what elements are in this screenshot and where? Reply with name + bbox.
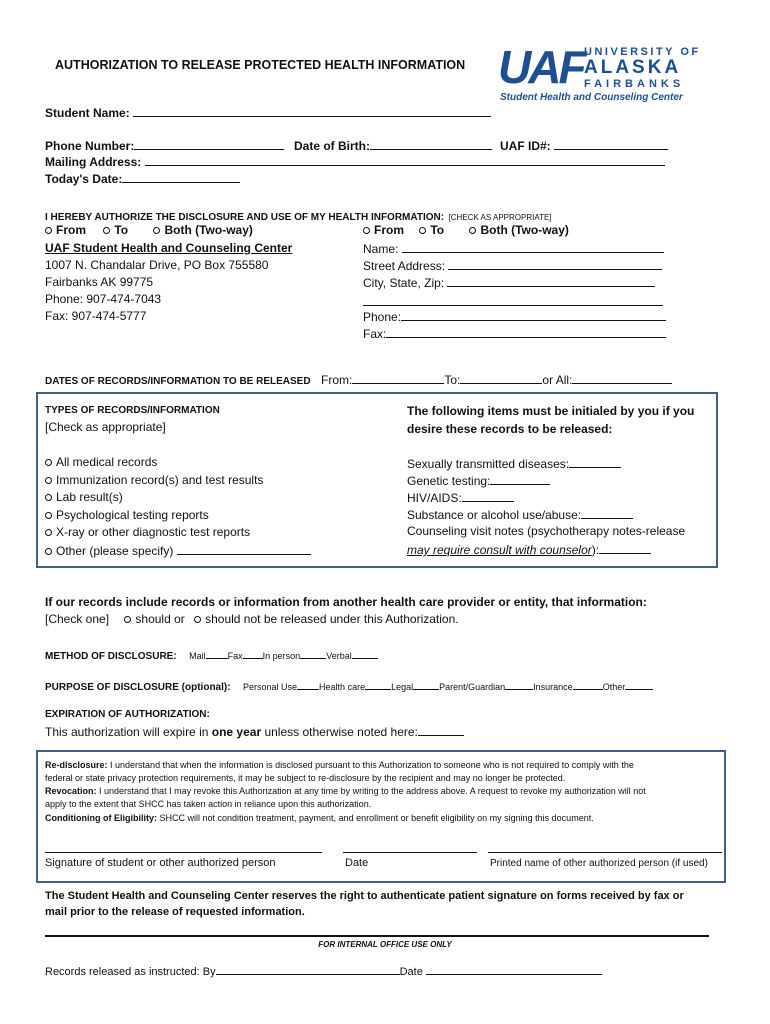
phone-label: Phone Number: xyxy=(45,139,135,153)
types-item[interactable] xyxy=(45,473,311,491)
dates-all-label: or All: xyxy=(542,373,573,387)
initial-item-label: Sexually transmitted diseases: xyxy=(407,457,570,471)
initial-heading2: desire these records to be released: xyxy=(407,422,613,436)
recipient-extra-line[interactable] xyxy=(363,305,663,306)
types-item[interactable] xyxy=(45,455,311,473)
released-by-label: Records released as instructed: By xyxy=(45,966,216,978)
types-item[interactable] xyxy=(45,543,311,561)
mailing-field[interactable] xyxy=(45,154,665,169)
initial-list xyxy=(407,456,685,541)
conditioning-body: SHCC will not condition treatment, payment, and enrollment or benefit eligibility on my signing this document. xyxy=(156,813,594,823)
recipient-both-label: Both (Two-way) xyxy=(480,223,569,237)
phone-field[interactable] xyxy=(45,138,284,153)
revocation-text2: apply to the extent that SHCC has taken action in reliance upon this authorization. xyxy=(45,799,372,809)
revocation-text1 xyxy=(45,786,646,796)
from-radio[interactable] xyxy=(45,227,52,234)
other-provider-heading: If our records include records or information from another health care provider or entity, that information: xyxy=(45,595,647,609)
dates-row xyxy=(45,371,672,389)
should-not-radio[interactable] xyxy=(194,616,201,623)
recipient-to-label: To xyxy=(430,223,445,237)
both-label: Both (Two-way) xyxy=(164,223,253,237)
printed-name-line[interactable] xyxy=(488,852,722,853)
uaf-id-label: UAF ID#: xyxy=(500,139,551,153)
dates-from-input[interactable] xyxy=(352,372,444,384)
initial-item-label: Genetic testing: xyxy=(407,474,491,488)
should-not-label: should not be released under this Authorization. xyxy=(205,612,459,626)
logo-line3: FAIRBANKS xyxy=(584,78,685,90)
to-label: To xyxy=(114,223,129,237)
method-option-input[interactable] xyxy=(206,649,228,659)
initial-last-suffix: ): xyxy=(591,543,600,557)
method-option-label: Fax xyxy=(227,651,243,661)
dob-field[interactable] xyxy=(294,138,492,153)
internal-divider xyxy=(45,935,709,937)
logo-line1: UNIVERSITY OF xyxy=(584,46,701,58)
page-title: AUTHORIZATION TO RELEASE PROTECTED HEALTH INFORMATION xyxy=(55,58,466,72)
types-item[interactable] xyxy=(45,525,311,543)
purpose-option-input[interactable] xyxy=(413,680,439,690)
recipient-city-label: City, State, Zip: xyxy=(363,276,445,290)
initial-item[interactable] xyxy=(407,524,685,541)
dates-from-label: From: xyxy=(321,373,353,387)
recipient-fax-field[interactable] xyxy=(363,326,666,341)
released-date-label: Date xyxy=(399,966,423,978)
shcc-org: UAF Student Health and Counseling Center xyxy=(45,241,293,255)
expiration-bold: one year xyxy=(211,725,262,739)
logo-mark: UAF xyxy=(498,41,584,93)
method-option-input[interactable] xyxy=(300,649,326,659)
method-option-input[interactable] xyxy=(243,649,263,659)
types-item-checkbox[interactable] xyxy=(45,477,52,484)
from-label: From xyxy=(56,223,86,237)
types-item-checkbox[interactable] xyxy=(45,512,52,519)
logo-line2: ALASKA xyxy=(584,57,682,78)
redisclosure-text2: federal or state privacy protection requirements, it may be subject to re-disclosure by the recipient and may no longer be protected. xyxy=(45,773,566,783)
method-option-label: Verbal xyxy=(326,651,352,661)
revocation-label: Revocation: xyxy=(45,786,97,796)
dates-to-input[interactable] xyxy=(460,372,542,384)
initial-last-text: may require consult with counselor xyxy=(407,543,592,557)
other-provider-check: [Check one] xyxy=(45,612,110,626)
initial-item-label: Counseling visit notes (psychotherapy notes-release xyxy=(407,524,686,538)
purpose-option-label: Health care xyxy=(319,682,366,692)
recipient-city-field[interactable] xyxy=(363,275,655,290)
shcc-address1: 1007 N. Chandalar Drive, PO Box 755580 xyxy=(45,258,269,272)
dob-label: Date of Birth: xyxy=(294,139,370,153)
initial-item-label: HIV/AIDS: xyxy=(407,491,462,505)
initial-last[interactable] xyxy=(407,542,651,557)
redisclosure-label: Re-disclosure: xyxy=(45,760,108,770)
purpose-row xyxy=(45,677,653,695)
should-label: should or xyxy=(135,612,185,626)
today-date-label: Today's Date: xyxy=(45,172,123,186)
recipient-phone-label: Phone: xyxy=(363,310,402,324)
initial-item-input[interactable] xyxy=(490,473,550,485)
types-item-label: Immunization record(s) and test results xyxy=(56,472,264,487)
types-sub: [Check as appropriate] xyxy=(45,420,166,434)
printed-name-caption: Printed name of other authorized person (if used) xyxy=(490,858,708,869)
recipient-from-radio[interactable] xyxy=(363,227,370,234)
left-direction-options xyxy=(45,223,253,237)
initial-item-input[interactable] xyxy=(569,456,621,468)
initial-item-input[interactable] xyxy=(581,507,633,519)
expiration-text[interactable] xyxy=(45,724,464,739)
recipient-from-label: From xyxy=(374,223,404,237)
types-list xyxy=(45,455,311,560)
redisclosure-body1: I understand that when the information is disclosed pursuant to this Authorization to someone who is not required to comply with the xyxy=(107,760,634,770)
purpose-option-input[interactable] xyxy=(625,680,653,690)
types-item-label: Lab result(s) xyxy=(56,490,123,504)
recipient-to-radio[interactable] xyxy=(419,227,426,234)
redisclosure-text1 xyxy=(45,760,634,770)
method-option-label: In person xyxy=(262,651,301,661)
initial-item-input[interactable] xyxy=(462,490,514,502)
mailing-label: Mailing Address: xyxy=(45,155,142,169)
initial-item-label: Substance or alcohol use/abuse: xyxy=(407,508,582,522)
types-item[interactable] xyxy=(45,508,311,526)
types-item-label: Other (please specify) xyxy=(56,543,174,558)
recipient-fax-label: Fax: xyxy=(363,327,387,341)
recipient-name-field[interactable] xyxy=(363,241,664,256)
types-item-checkbox[interactable] xyxy=(45,459,52,466)
expiration-post: unless otherwise noted here: xyxy=(261,725,418,739)
records-released-row[interactable] xyxy=(45,963,602,978)
initial-item[interactable] xyxy=(407,473,685,490)
date-line[interactable] xyxy=(343,852,477,853)
dates-all-input[interactable] xyxy=(572,372,672,384)
conditioning-label: Conditioning of Eligibility: xyxy=(45,813,157,823)
method-row xyxy=(45,646,378,664)
types-item-checkbox[interactable] xyxy=(45,529,52,536)
purpose-option-label: Parent/Guardian xyxy=(439,682,506,692)
recipient-both-radio[interactable] xyxy=(469,227,476,234)
types-item-checkbox[interactable] xyxy=(45,548,52,555)
internal-label: FOR INTERNAL OFFICE USE ONLY xyxy=(318,940,452,949)
recipient-street-field[interactable] xyxy=(363,258,662,273)
types-heading: TYPES OF RECORDS/INFORMATION xyxy=(45,405,220,416)
method-option-label: Mail xyxy=(189,651,206,661)
recipient-street-label: Street Address: xyxy=(363,259,446,273)
expiration-label: EXPIRATION OF AUTHORIZATION: xyxy=(45,709,210,720)
shcc-phone: Phone: 907-474-7043 xyxy=(45,292,162,306)
recipient-phone-field[interactable] xyxy=(363,309,666,324)
authorize-heading-text: I HEREBY AUTHORIZE THE DISCLOSURE AND USE OF MY HEALTH INFORMATION: xyxy=(45,212,445,223)
purpose-option-input[interactable] xyxy=(365,680,391,690)
purpose-option-input[interactable] xyxy=(573,680,603,690)
types-item-checkbox[interactable] xyxy=(45,494,52,501)
initial-item[interactable] xyxy=(407,490,685,507)
recipient-name-label: Name: xyxy=(363,242,399,256)
expiration-pre: This authorization will expire in xyxy=(45,725,212,739)
dates-to-label: To: xyxy=(444,373,461,387)
method-label: METHOD OF DISCLOSURE: xyxy=(45,651,177,662)
purpose-option-label: Other xyxy=(602,682,626,692)
to-radio[interactable] xyxy=(103,227,110,234)
other-provider-choice xyxy=(45,612,459,626)
reserve-text1: The Student Health and Counseling Center reserves the right to authenticate patient signature on forms received by fax or xyxy=(45,890,684,902)
today-date-field[interactable] xyxy=(45,171,240,186)
types-other-input[interactable] xyxy=(177,543,311,555)
types-item[interactable] xyxy=(45,490,311,508)
conditioning-text xyxy=(45,813,594,823)
initial-item[interactable] xyxy=(407,456,685,473)
revocation-body1: I understand that I may revoke this Authorization at any time by writing to the address above. A request to revoke my authorization will not xyxy=(96,786,646,796)
shcc-address2: Fairbanks AK 99775 xyxy=(45,275,154,289)
signature-line[interactable] xyxy=(45,852,322,853)
dates-label: DATES OF RECORDS/INFORMATION TO BE RELEASED xyxy=(45,376,311,387)
student-name-field[interactable] xyxy=(45,105,491,120)
student-name-label: Student Name: xyxy=(45,106,130,120)
authorize-check-note: [CHECK AS APPROPRIATE] xyxy=(448,213,552,222)
purpose-label: PURPOSE OF DISCLOSURE (optional): xyxy=(45,682,231,693)
uaf-id-field[interactable] xyxy=(500,138,668,153)
purpose-option-input[interactable] xyxy=(297,680,319,690)
initial-item[interactable] xyxy=(407,507,685,524)
purpose-option-label: Legal xyxy=(391,682,414,692)
uaf-logo xyxy=(498,41,708,106)
should-radio[interactable] xyxy=(124,616,131,623)
purpose-option-label: Insurance xyxy=(533,682,573,692)
purpose-option-label: Personal Use xyxy=(243,682,298,692)
method-option-input[interactable] xyxy=(352,649,378,659)
shcc-fax: Fax: 907-474-5777 xyxy=(45,309,147,323)
right-direction-options xyxy=(363,223,569,237)
types-item-label: Psychological testing reports xyxy=(56,507,209,522)
initial-heading1: The following items must be initialed by you if you xyxy=(407,404,695,418)
signature-caption: Signature of student or other authorized person xyxy=(45,857,276,869)
reserve-text2: mail prior to the release of requested information. xyxy=(45,906,305,918)
types-item-label: X-ray or other diagnostic test reports xyxy=(56,525,251,539)
date-caption: Date xyxy=(345,857,369,869)
types-item-label: All medical records xyxy=(56,455,158,469)
purpose-option-input[interactable] xyxy=(505,680,533,690)
both-radio[interactable] xyxy=(153,227,160,234)
logo-line4: Student Health and Counseling Center xyxy=(500,92,683,103)
